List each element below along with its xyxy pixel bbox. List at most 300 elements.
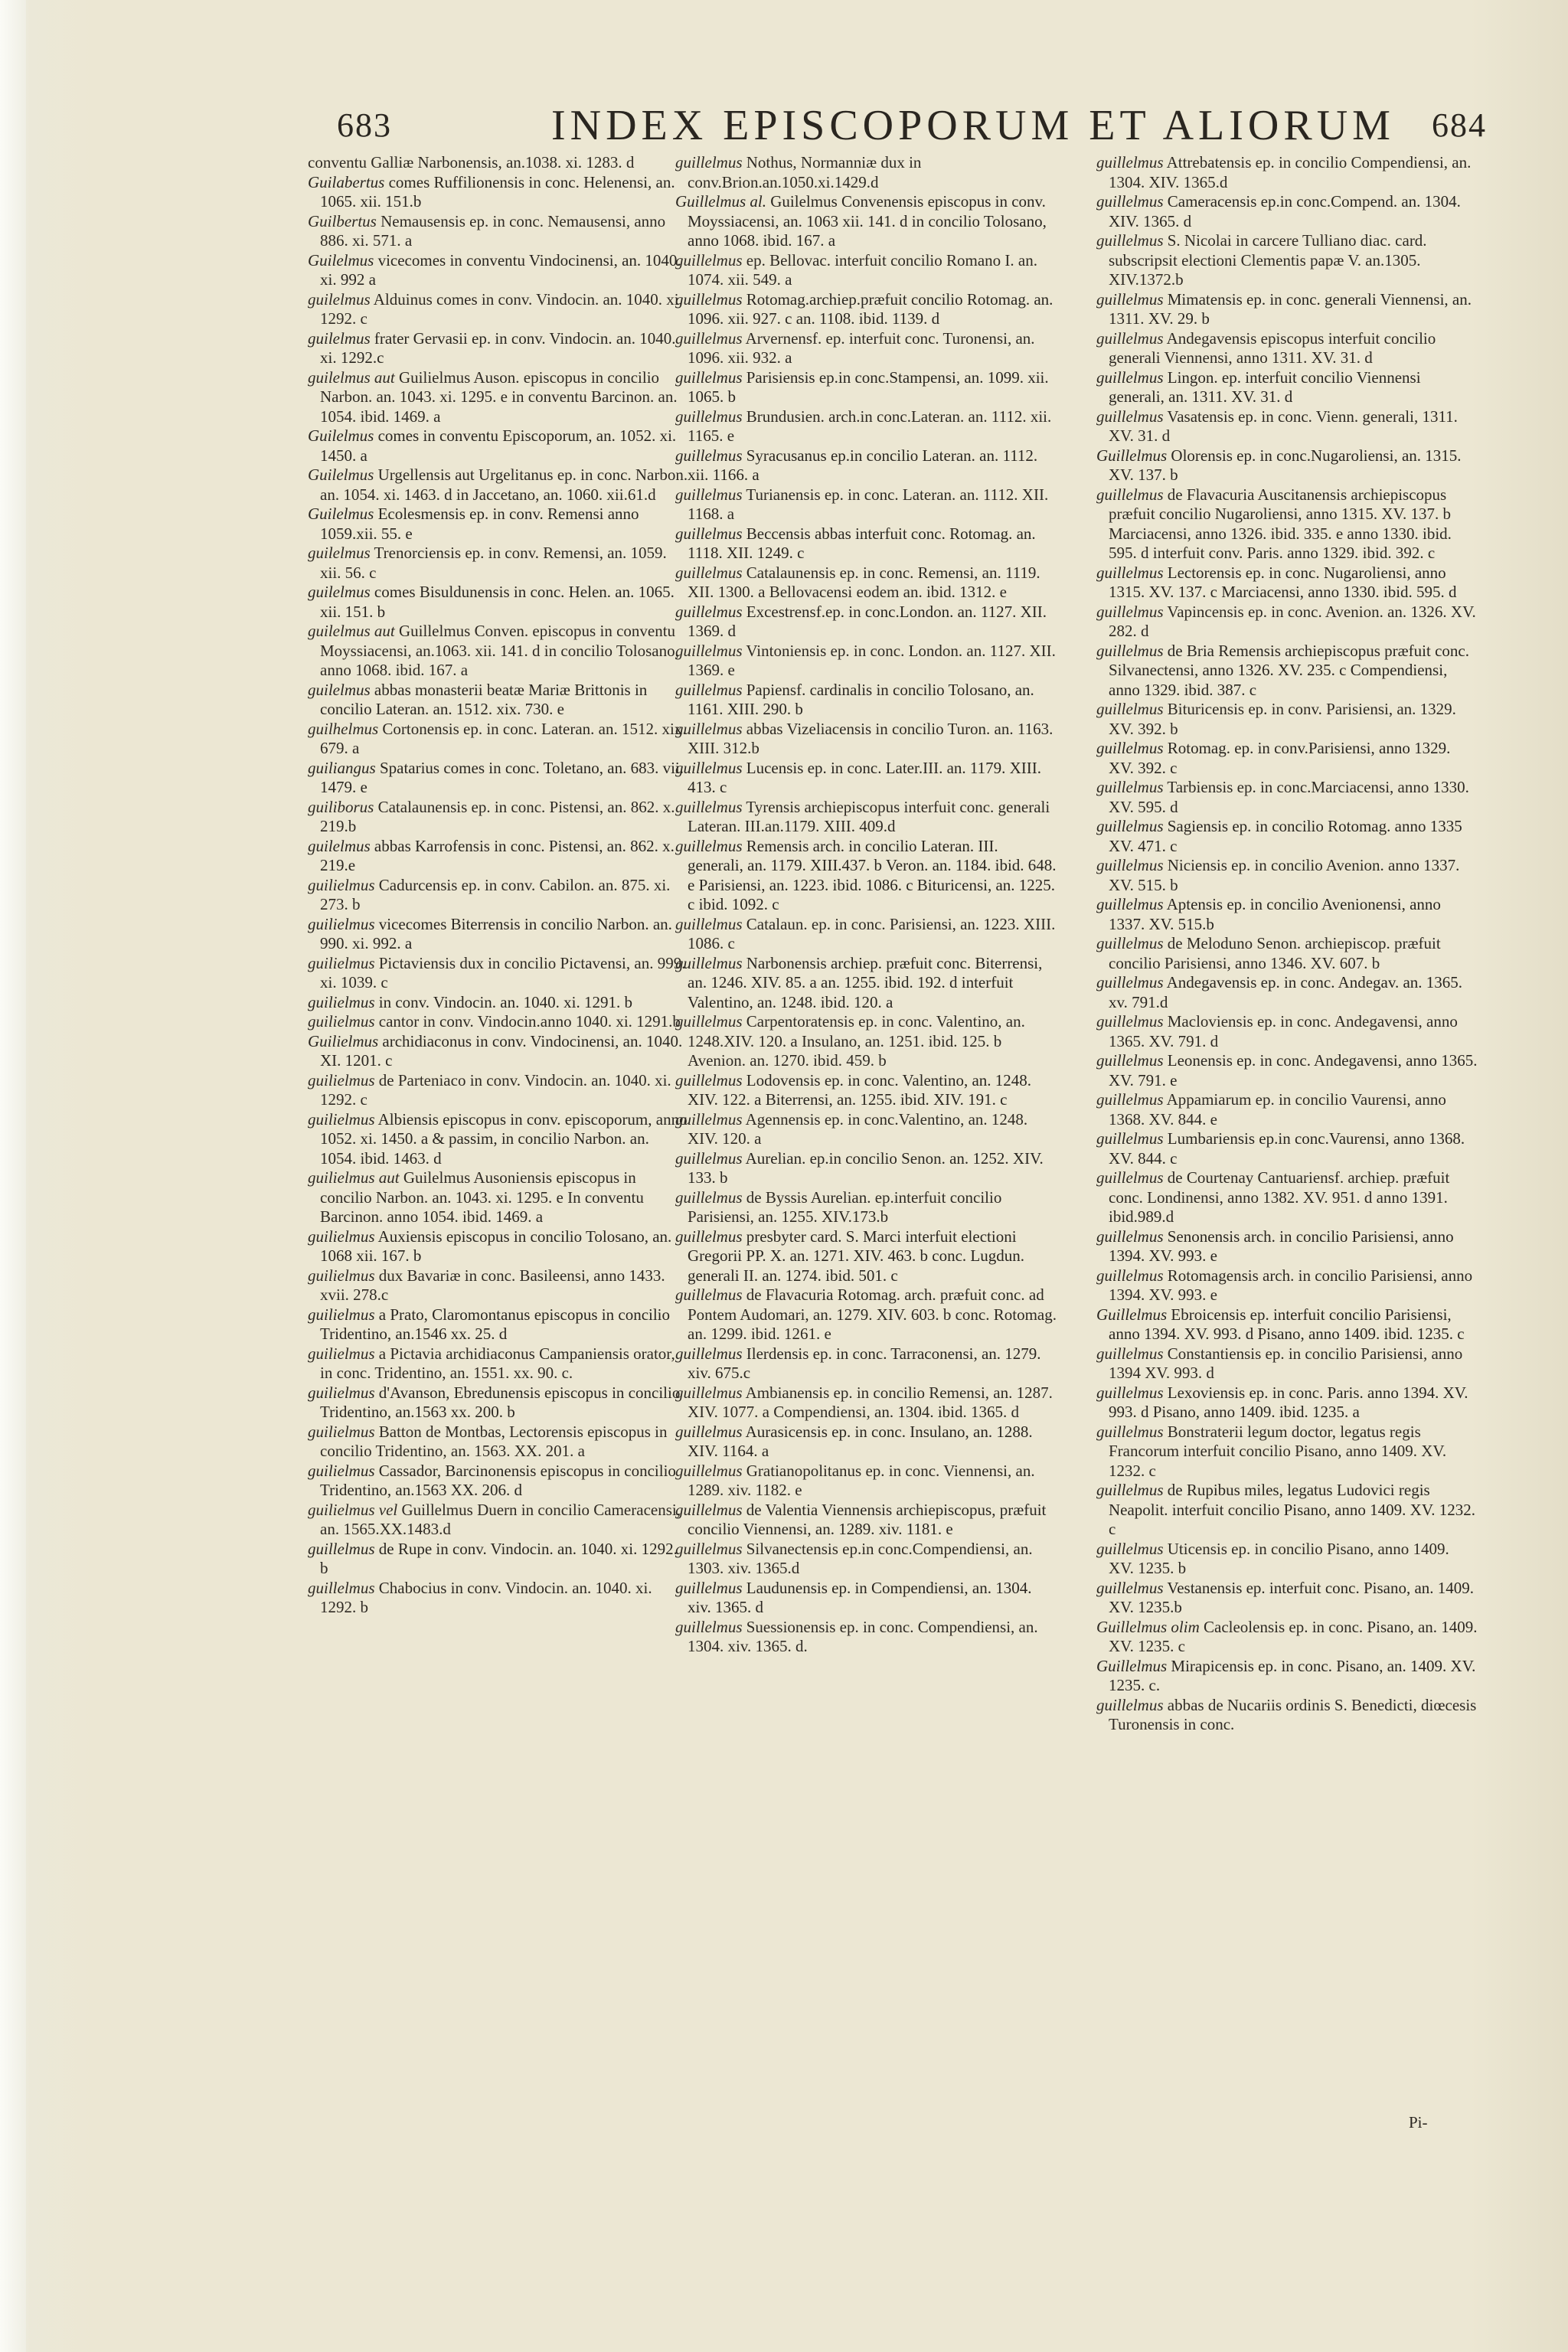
entry-name: guillelmus xyxy=(1096,1090,1164,1109)
entry-text: Chabocius in conv. Vindocin. an. 1040. xi. 1292. b xyxy=(320,1578,652,1616)
entry-name: guilelmus xyxy=(308,544,371,562)
entry-text: Gratianopolitanus ep. in conc. Viennensi, an. 1289. xiv. 1182. e xyxy=(688,1461,1035,1499)
entry-text: Beccensis abbas interfuit conc. Rotomag. an. 1118. XII. 1249. c xyxy=(688,524,1036,562)
entry-name: Guilelmus xyxy=(308,250,374,270)
entry-name: guillelmus xyxy=(675,602,743,621)
page-gutter xyxy=(0,0,26,2352)
entry-text: Albiensis episcopus in conv. episcoporum, anno 1052. xi. 1450. a & passim, in concilio Narbon. an. 1054. ibid. 1463. d xyxy=(320,1109,688,1168)
entry-name: guillelmus xyxy=(1096,485,1164,504)
entry-text: de Parteniaco in conv. Vindocin. an. 1040. xi. 1292. c xyxy=(320,1070,671,1109)
entry-name: guilhelmus xyxy=(308,719,379,738)
entry-text: Catalaun. ep. in conc. Parisiensi, an. 1223. XIII. 1086. c xyxy=(688,914,1056,952)
entry-text: d'Avanson, Ebredunensis episcopus in concilio Tridentino, an.1563 xx. 200. b xyxy=(320,1383,681,1421)
entry-name: Guillelmus xyxy=(1096,446,1168,465)
index-entry xyxy=(306,1012,689,1032)
index-entry xyxy=(306,153,689,173)
index-entry xyxy=(1095,1305,1478,1344)
index-entry xyxy=(674,1344,1057,1383)
entry-name: guillelmus xyxy=(1096,1481,1164,1499)
entry-name: guiliangus xyxy=(308,758,376,777)
entry-text: Aurelian. ep.in concilio Senon. an. 1252. XIV. 133. b xyxy=(688,1148,1044,1187)
entry-name: Guilelmus xyxy=(308,466,374,484)
entry-name: guillelmus xyxy=(675,289,743,309)
entry-name: guillelmus xyxy=(675,1461,743,1480)
entry-name: guilielmus aut xyxy=(308,1168,400,1187)
entry-text: Urgellensis aut Urgelitanus ep. in conc. Narbon. an. 1054. xi. 1463. d in Jaccetano, an. 1060. xii.61.d xyxy=(320,466,688,504)
index-entry xyxy=(306,1305,689,1344)
index-entry xyxy=(674,759,1057,798)
entry-name: guilielmus xyxy=(308,953,375,972)
entry-text: Macloviensis ep. in conc. Andegavensi, anno 1365. XV. 791. d xyxy=(1109,1012,1458,1050)
entry-name: guillelmus xyxy=(675,524,743,543)
index-entry xyxy=(306,290,689,329)
entry-name: guillelmus xyxy=(675,1500,743,1519)
entry-name: guillelmus xyxy=(1096,153,1164,172)
entry-text: Tyrensis archiepiscopus interfuit conc. generali Lateran. III.an.1179. XIII. 409.d xyxy=(688,797,1050,835)
entry-name: Guilelmus xyxy=(308,505,374,523)
entry-text: Agennensis ep. in conc.Valentino, an. 1248. XIV. 120. a xyxy=(688,1109,1028,1148)
index-entry xyxy=(1095,290,1478,329)
entry-name: guillelmus xyxy=(675,719,743,738)
entry-name: guillelmus xyxy=(675,1070,743,1089)
index-entry xyxy=(306,1266,689,1305)
entry-text: Rotomagensis arch. in concilio Parisiensi, anno 1394. XV. 993. e xyxy=(1109,1266,1473,1304)
index-entry xyxy=(306,622,689,681)
entry-text: Aurasicensis ep. in conc. Insulano, an. 1288. XIV. 1164. a xyxy=(688,1422,1033,1460)
index-entry xyxy=(306,583,689,622)
entry-name: guillelmus xyxy=(1096,1383,1164,1402)
index-entry xyxy=(306,1344,689,1383)
entry-text: a Prato, Claromontanus episcopus in concilio Tridentino, an.1546 xx. 25. d xyxy=(320,1305,671,1343)
index-entry xyxy=(1095,895,1478,934)
entry-text: Andegavensis ep. in conc. Andegav. an. 1365. xv. 791.d xyxy=(1109,973,1463,1011)
entry-text: Sagiensis ep. in concilio Rotomag. anno 1335 XV. 471. c xyxy=(1109,817,1462,855)
entry-name: guilielmus xyxy=(308,1383,375,1402)
entry-text: Bonstraterii legum doctor, legatus regis Francorum interfuit concilio Pisano, anno 1409. XV. 1232. c xyxy=(1109,1422,1447,1480)
entry-name: guillelmus xyxy=(308,1578,375,1597)
entry-name: guilielmus xyxy=(308,1266,375,1285)
entry-name: guillelmus xyxy=(1096,602,1164,621)
entry-name: guillelmus xyxy=(675,368,743,387)
entry-text: abbas de Nucariis ordinis S. Benedicti, diœcesis Turonensis in conc. xyxy=(1109,1695,1477,1733)
index-entry xyxy=(674,329,1057,368)
entry-name: guillelmus xyxy=(675,1285,743,1304)
entry-name: Guillelmus xyxy=(1096,1656,1168,1675)
index-entry xyxy=(306,1462,689,1501)
entry-name: guillelmus xyxy=(1096,1012,1164,1031)
entry-name: guillelmus xyxy=(675,1539,743,1558)
index-entry xyxy=(1095,817,1478,856)
entry-text: Cadurcensis ep. in conv. Cabilon. an. 875. xi. 273. b xyxy=(320,875,671,913)
entry-text: de Bria Remensis archiepiscopus præfuit conc. Silvanectensi, anno 1326. XV. 235. c Compendiensi, anno 1329. ibid. 387. c xyxy=(1109,641,1469,699)
entry-text: Trenorciensis ep. in conv. Remensi, an. 1059. xii. 56. c xyxy=(320,544,667,582)
index-entry xyxy=(1095,778,1478,817)
index-entry xyxy=(674,564,1057,603)
index-entry xyxy=(674,837,1057,915)
entry-name: guillelmus xyxy=(675,1012,743,1031)
entry-text: Narbonensis archiep. præfuit conc. Biterrensi, an. 1246. XIV. 85. a an. 1255. ibid. 192. d interfuit Valentino, an. 1248. ibid. 120. a xyxy=(688,953,1043,1011)
entry-text: Nothus, Normanniæ dux in conv.Brion.an.1050.xi.1429.d xyxy=(688,153,922,191)
entry-name: guilielmus xyxy=(308,1012,375,1031)
entry-name: guilielmus vel xyxy=(308,1500,398,1519)
entry-text: Remensis arch. in concilio Lateran. III. generali, an. 1179. XIII.437. b Veron. an. 1184. ibid. 648. e Parisiensi, an. 1223. ibid. 1086. c Bituricensi, an. 1225. c ibid. 1092. c xyxy=(688,836,1057,913)
entry-text: comes Bisuldunensis in conc. Helen. an. 1065. xii. 151. b xyxy=(320,583,675,621)
index-entry xyxy=(674,720,1057,759)
index-entry xyxy=(674,1423,1057,1462)
entry-name: guillelmus xyxy=(1096,1695,1164,1714)
page-number-right: 684 xyxy=(1432,106,1487,144)
index-entry xyxy=(306,837,689,876)
entry-text: Lexoviensis ep. in conc. Paris. anno 1394. XV. 993. d Pisano, anno 1409. ibid. 1235. a xyxy=(1109,1383,1468,1421)
index-entry xyxy=(1095,564,1478,603)
entry-text: de Rupe in conv. Vindocin. an. 1040. xi. 1292. b xyxy=(320,1539,678,1577)
entry-name: guilelmus xyxy=(308,583,371,601)
index-entry xyxy=(674,681,1057,720)
index-entry xyxy=(1095,446,1478,485)
index-entry xyxy=(1095,739,1478,778)
entry-name: guillelmus xyxy=(675,914,743,933)
entry-text: Tarbiensis ep. in conc.Marciacensi, anno 1330. XV. 595. d xyxy=(1109,778,1469,816)
index-entry xyxy=(674,642,1057,681)
entry-name: guilelmus xyxy=(308,328,371,348)
entry-text: Batton de Montbas, Lectorensis episcopus in concilio Tridentino, an. 1563. XX. 201. a xyxy=(320,1422,668,1460)
index-entry xyxy=(1095,1696,1478,1735)
entry-name: guilielmus xyxy=(308,1070,375,1089)
entry-text: Cacleolensis ep. in conc. Pisano, an. 1409. XV. 1235. c xyxy=(1109,1617,1478,1655)
index-column-1 xyxy=(306,153,689,2236)
entry-name: Guilielmus xyxy=(308,1031,379,1050)
index-entry xyxy=(306,1579,689,1618)
index-entry xyxy=(306,681,689,720)
entry-name: Guillelmus al. xyxy=(675,192,766,211)
entry-text: Appamiarum ep. in concilio Vaurensi, anno 1368. XV. 844. e xyxy=(1109,1090,1446,1129)
index-entry xyxy=(306,544,689,583)
entry-text: comes in conventu Episcoporum, an. 1052. xi. 1450. a xyxy=(320,426,677,465)
index-entry xyxy=(306,1383,689,1423)
entry-name: guillelmus xyxy=(1096,1539,1164,1558)
entry-name: guilelmus xyxy=(308,289,371,309)
index-entry xyxy=(306,173,689,212)
index-entry xyxy=(306,1540,689,1579)
entry-text: Excestrensf.ep. in conc.London. an. 1127. XII. 1369. d xyxy=(688,602,1047,640)
entry-text: Papiensf. cardinalis in concilio Tolosano, an. 1161. XIII. 290. b xyxy=(688,680,1034,718)
index-entry xyxy=(674,1110,1057,1149)
entry-text: Guillelmus Duern in concilio Cameracensi, an. 1565.XX.1483.d xyxy=(320,1500,681,1538)
entry-text: Catalaunensis ep. in conc. Remensi, an. 1119. XII. 1300. a Bellovacensi eodem an. ibid. 1312. e xyxy=(688,563,1040,601)
entry-text: de Meloduno Senon. archiepiscop. præfuit concilio Parisiensi, anno 1346. XV. 607. b xyxy=(1109,934,1441,972)
index-entry xyxy=(1095,192,1478,231)
entry-text: Ambianensis ep. in concilio Remensi, an. 1287. XIV. 1077. a Compendiensi, an. 1304. ibid. 1365. d xyxy=(688,1383,1053,1421)
entry-name: guillelmus xyxy=(675,836,743,855)
entry-text: Niciensis ep. in concilio Avenion. anno 1337. XV. 515. b xyxy=(1109,856,1460,894)
entry-name: guillelmus xyxy=(675,485,743,504)
index-entry xyxy=(674,192,1057,251)
entry-name: guillelmus xyxy=(675,641,743,660)
index-entry xyxy=(674,603,1057,642)
entry-name: guillelmus xyxy=(1096,231,1164,250)
entry-name: guillelmus xyxy=(675,446,743,465)
entry-text: Olorensis ep. in conc.Nugaroliensi, an. 1315. XV. 137. b xyxy=(1109,446,1462,484)
entry-text: Nemausensis ep. in conc. Nemausensi, anno 886. xi. 571. a xyxy=(320,211,666,250)
entry-text: Guilelmus Ausoniensis episcopus in concilio Narbon. an. 1043. xi. 1295. e In conventu Barcinon. anno 1054. ibid. 1469. a xyxy=(320,1168,644,1226)
entry-text: Lucensis ep. in conc. Later.III. an. 1179. XIII. 413. c xyxy=(688,758,1041,796)
index-entry xyxy=(306,759,689,798)
index-entry xyxy=(306,915,689,954)
entry-text: Lumbariensis ep.in conc.Vaurensi, anno 1368. XV. 844. c xyxy=(1109,1129,1465,1168)
index-entry xyxy=(1095,1383,1478,1423)
index-entry xyxy=(1095,642,1478,701)
entry-name: guillelmus xyxy=(675,328,743,348)
index-entry xyxy=(306,505,689,544)
index-entry xyxy=(1095,700,1478,739)
entry-text: Arvernensf. ep. interfuit conc. Turonensi, an. 1096. xii. 932. a xyxy=(688,328,1035,367)
index-entry xyxy=(1095,1266,1478,1305)
entry-name: guillelmus xyxy=(675,1109,743,1129)
entry-text: de Flavacuria Rotomag. arch. præfuit conc. ad Pontem Audomari, an. 1279. XIV. 603. b conc. Rotomag. an. 1299. ibid. 1261. e xyxy=(688,1285,1057,1343)
entry-name: guillelmus xyxy=(1096,368,1164,387)
index-entry xyxy=(1095,934,1478,973)
entry-text: Spatarius comes in conc. Toletano, an. 683. vii. 1479. e xyxy=(320,758,684,796)
index-entry xyxy=(674,1012,1057,1071)
entry-name: guillelmus xyxy=(675,563,743,582)
entry-name: guillelmus xyxy=(675,797,743,816)
index-entry xyxy=(674,1618,1057,1657)
entry-name: guilielmus xyxy=(308,914,375,933)
index-entry xyxy=(1095,1481,1478,1540)
entry-name: guillelmus xyxy=(1096,778,1164,796)
index-entry xyxy=(674,1462,1057,1501)
entry-text: Laudunensis ep. in Compendiensi, an. 1304. xiv. 1365. d xyxy=(688,1578,1032,1616)
entry-name: guillelmus xyxy=(1096,973,1164,991)
entry-name: guillelmus xyxy=(1096,1227,1164,1246)
index-entry xyxy=(1095,856,1478,895)
index-entry xyxy=(1095,231,1478,290)
entry-text: Senonensis arch. in concilio Parisiensi, anno 1394. XV. 993. e xyxy=(1109,1227,1454,1265)
entry-name: guilielmus xyxy=(308,1344,375,1363)
entry-text: Rotomag.archiep.præfuit concilio Rotomag. an. 1096. xii. 927. c an. 1108. ibid. 1139. d xyxy=(688,289,1054,328)
index-entry xyxy=(1095,1227,1478,1266)
index-entry xyxy=(674,524,1057,564)
entry-name: guillelmus xyxy=(1096,328,1164,348)
entry-text: Aptensis ep. in concilio Avenionensi, anno 1337. XV. 515.b xyxy=(1109,895,1441,933)
index-column-2 xyxy=(674,153,1057,2236)
entry-name: guillelmus xyxy=(1096,1578,1164,1597)
entry-text: Ilerdensis ep. in conc. Tarraconensi, an. 1279. xiv. 675.c xyxy=(688,1344,1041,1382)
entry-name: guilielmus xyxy=(308,1422,375,1441)
entry-name: guillelmus xyxy=(1096,895,1164,913)
index-entry xyxy=(674,485,1057,524)
index-entry xyxy=(306,1227,689,1266)
entry-text: Syracusanus ep.in concilio Lateran. an. 1112. xii. 1166. a xyxy=(688,446,1038,484)
index-entry xyxy=(306,876,689,915)
index-entry xyxy=(674,915,1057,954)
entry-name: guillelmus xyxy=(675,1148,743,1168)
entry-name: guilielmus xyxy=(308,875,375,894)
entry-text: de Flavacuria Auscitanensis archiepiscopus præfuit concilio Nugaroliensi, anno 1315. XV. 137. b Marciacensi, anno 1326. ibid. 335. e anno 1330. ibid. 595. d interfuit conv. Paris. anno 1329. ibid. 392. c xyxy=(1109,485,1452,562)
page-number-left: 683 xyxy=(337,106,392,144)
entry-text: Silvanectensis ep.in conc.Compendiensi, an. 1303. xiv. 1365.d xyxy=(688,1539,1033,1577)
index-entry xyxy=(674,251,1057,290)
index-entry xyxy=(1095,329,1478,368)
index-entry xyxy=(306,720,689,759)
entry-text: Lodovensis ep. in conc. Valentino, an. 1248. XIV. 122. a Biterrensi, an. 1255. ibid. XIV. 191. c xyxy=(688,1070,1032,1109)
entry-name: guillelmus xyxy=(1096,1129,1164,1148)
entry-name: guillelmus xyxy=(675,1344,743,1363)
index-entry xyxy=(1095,368,1478,407)
index-entry xyxy=(674,1227,1057,1286)
index-entry xyxy=(674,153,1057,192)
entry-name: guilielmus xyxy=(308,1227,375,1246)
entry-text: S. Nicolai in carcere Tulliano diac. card. subscripsit electioni Clementis papæ V. an.1305. XIV.1372.b xyxy=(1109,231,1427,289)
entry-text: in conv. Vindocin. an. 1040. xi. 1291. b xyxy=(378,992,632,1011)
index-entry xyxy=(1095,1618,1478,1657)
entry-name: guillelmus xyxy=(1096,289,1164,309)
entry-text: conventu Galliæ Narbonensis, an.1038. xi. 1283. d xyxy=(308,153,635,172)
entry-text: cantor in conv. Vindocin.anno 1040. xi. 1291.b xyxy=(378,1012,681,1031)
entry-text: Vapincensis ep. in conc. Avenion. an. 1326. XV. 282. d xyxy=(1109,602,1476,640)
entry-text: abbas Karrofensis in conc. Pistensi, an. 862. x. 219.e xyxy=(320,836,675,874)
catchword: Pi- xyxy=(1409,2113,1428,2132)
entry-text: vicecomes in conventu Vindocinensi, an. 1040. xi. 992 a xyxy=(320,250,681,289)
index-entry xyxy=(1095,485,1478,564)
index-entry xyxy=(1095,1344,1478,1383)
entry-text: Alduinus comes in conv. Vindocin. an. 1040. xi. 1292. c xyxy=(320,289,683,328)
index-entry xyxy=(306,993,689,1013)
entry-text: vicecomes Biterrensis in concilio Narbon. an. 990. xi. 992. a xyxy=(320,914,672,952)
entry-name: guilielmus xyxy=(308,992,375,1011)
entry-text: Cortonensis ep. in conc. Lateran. an. 1512. xix. 679. a xyxy=(320,719,687,757)
entry-text: Bituricensis ep. in conv. Parisiensi, an. 1329. XV. 392. b xyxy=(1109,700,1456,738)
index-entry xyxy=(1095,1423,1478,1481)
entry-text: Leonensis ep. in conc. Andegavensi, anno 1365. XV. 791. e xyxy=(1109,1051,1478,1089)
entry-text: Guilelmus Convenensis episcopus in conv. Moyssiacensi, an. 1063 xii. 141. d in concilio Tolosano, anno 1068. ibid. 167. a xyxy=(688,192,1047,250)
entry-name: guilielmus xyxy=(308,1305,375,1324)
entry-text: Vestanensis ep. interfuit conc. Pisano, an. 1409. XV. 1235.b xyxy=(1109,1578,1475,1616)
entry-text: Constantiensis ep. in concilio Parisiensi, anno 1394 XV. 993. d xyxy=(1109,1344,1463,1382)
entry-name: guillelmus xyxy=(675,1578,743,1597)
index-entry xyxy=(306,466,689,505)
entry-name: guillelmus xyxy=(1096,407,1164,426)
index-entry xyxy=(1095,1579,1478,1618)
entry-name: guillelmus xyxy=(1096,739,1164,757)
index-entry xyxy=(674,798,1057,837)
entry-name: guillelmus xyxy=(1096,700,1164,718)
entry-text: Parisiensis ep.in conc.Stampensi, an. 1099. xii. 1065. b xyxy=(688,368,1049,406)
entry-name: guilielmus xyxy=(308,1109,375,1129)
entry-text: frater Gervasii ep. in conv. Vindocin. an. 1040. xi. 1292.c xyxy=(320,328,676,367)
entry-text: Lingon. ep. interfuit concilio Viennensi generali, an. 1311. XV. 31. d xyxy=(1109,368,1421,406)
index-entry xyxy=(674,1285,1057,1344)
index-entry xyxy=(306,1071,689,1110)
index-entry xyxy=(306,1110,689,1169)
entry-name: guillelmus xyxy=(675,953,743,972)
entry-name: guillelmus xyxy=(675,153,743,172)
entry-text: a Pictavia archidiaconus Campaniensis orator, in conc. Tridentino, an. 1551. xx. 90. c. xyxy=(320,1344,675,1382)
entry-text: Cameracensis ep.in conc.Compend. an. 1304. XIV. 1365. d xyxy=(1109,192,1461,230)
index-entry xyxy=(1095,153,1478,192)
entry-name: guillelmus xyxy=(675,250,743,270)
index-entry xyxy=(1095,973,1478,1012)
entry-text: de Valentia Viennensis archiepiscopus, præfuit concilio Viennensi, an. 1289. xiv. 1181. e xyxy=(688,1500,1047,1538)
entry-name: guillelmus xyxy=(675,1617,743,1636)
index-entry xyxy=(674,954,1057,1013)
entry-text: de Rupibus miles, legatus Ludovici regis Neapolit. interfuit concilio Pisano, anno 1409. XV. 1232. c xyxy=(1109,1481,1476,1538)
index-entry xyxy=(306,1423,689,1462)
entry-name: guillelmus xyxy=(308,1539,375,1558)
index-entry xyxy=(674,1540,1057,1579)
entry-name: guillelmus xyxy=(675,1422,743,1441)
index-entry xyxy=(674,1501,1057,1540)
entry-text: Guillelmus Conven. episcopus in conventu Moyssiacensi, an.1063. xii. 141. d in concilio Tolosano, anno 1068. ibid. 167. a xyxy=(320,622,679,679)
entry-text: abbas monasterii beatæ Mariæ Brittonis in concilio Lateran. an. 1512. xix. 730. e xyxy=(320,680,648,718)
entry-text: Guilielmus Auson. episcopus in concilio Narbon. an. 1043. xi. 1295. e in conventu Barcinon. an. 1054. ibid. 1469. a xyxy=(320,368,678,426)
entry-text: Mirapicensis ep. in conc. Pisano, an. 1409. XV. 1235. c. xyxy=(1109,1656,1476,1694)
index-entry xyxy=(306,954,689,993)
entry-text: de Byssis Aurelian. ep.interfuit concilio Parisiensi, an. 1255. XIV.173.b xyxy=(688,1187,1002,1226)
entry-name: guillelmus xyxy=(675,680,743,699)
entry-text: Rotomag. ep. in conv.Parisiensi, anno 1329. XV. 392. c xyxy=(1109,739,1451,777)
index-column-3 xyxy=(1095,153,1478,2236)
entry-name: Guilelmus xyxy=(308,426,374,445)
entry-name: guillelmus xyxy=(675,1383,743,1402)
entry-text: Mimatensis ep. in conc. generali Viennensi, an. 1311. XV. 29. b xyxy=(1109,289,1472,328)
index-entry xyxy=(674,1188,1057,1227)
index-entry xyxy=(674,290,1057,329)
entry-text: dux Bavariæ in conc. Basileensi, anno 1433. xvii. 278.c xyxy=(320,1266,665,1304)
index-entry xyxy=(1095,1051,1478,1090)
entry-name: guillelmus xyxy=(1096,1266,1164,1285)
index-entry xyxy=(306,368,689,427)
index-entry xyxy=(674,368,1057,407)
entry-text: archidiaconus in conv. Vindocinensi, an. 1040. XI. 1201. c xyxy=(320,1031,683,1070)
entry-name: guillelmus xyxy=(1096,817,1164,835)
index-entry xyxy=(674,407,1057,446)
index-entry xyxy=(674,1579,1057,1618)
entry-name: guiliborus xyxy=(308,797,374,816)
entry-text: Vasatensis ep. in conc. Vienn. generali, 1311. XV. 31. d xyxy=(1109,407,1458,445)
entry-text: Pictaviensis dux in concilio Pictavensi, an. 999. xi. 1039. c xyxy=(320,953,686,991)
entry-text: abbas Vizeliacensis in concilio Turon. an. 1163. XIII. 312.b xyxy=(688,719,1054,757)
entry-text: Ebroicensis ep. interfuit concilio Parisiensi, anno 1394. XV. 993. d Pisano, anno 1409. ibid. 1235. c xyxy=(1109,1305,1465,1343)
entry-name: guilelmus xyxy=(308,680,371,699)
index-entry xyxy=(1095,603,1478,642)
index-entry xyxy=(306,426,689,466)
index-entry xyxy=(1095,1012,1478,1051)
entry-name: guilielmus xyxy=(308,1461,375,1480)
index-entry xyxy=(1095,407,1478,446)
entry-text: Attrebatensis ep. in concilio Compendiensi, an. 1304. XIV. 1365.d xyxy=(1109,153,1472,191)
entry-text: Auxiensis episcopus in concilio Tolosano, an. 1068 xii. 167. b xyxy=(320,1227,672,1265)
index-entry xyxy=(306,798,689,837)
index-entry xyxy=(674,1383,1057,1423)
entry-text: Andegavensis episcopus interfuit concilio generali Viennensi, anno 1311. XV. 31. d xyxy=(1109,328,1436,367)
page-title: INDEX EPISCOPORUM ET ALIORUM xyxy=(551,102,1395,149)
index-entry xyxy=(674,446,1057,485)
index-entry xyxy=(674,1071,1057,1110)
entry-text: de Courtenay Cantuariensf. archiep. præfuit conc. Londinensi, anno 1382. XV. 951. d anno 1391. ibid.989.d xyxy=(1109,1168,1450,1226)
entry-name: Guilabertus xyxy=(308,172,385,191)
entry-text: Brundusien. arch.in conc.Lateran. an. 1112. xii. 1165. e xyxy=(688,407,1052,445)
entry-text: Cassador, Barcinonensis episcopus in concilio Tridentino, an.1563 XX. 206. d xyxy=(320,1461,676,1499)
entry-name: guillelmus xyxy=(1096,856,1164,874)
entry-name: guillelmus xyxy=(1096,1422,1164,1441)
index-entry xyxy=(306,329,689,368)
entry-text: Suessionensis ep. in conc. Compendiensi, an. 1304. xiv. 1365. d. xyxy=(688,1617,1038,1655)
index-entry xyxy=(1095,1540,1478,1579)
entry-name: guilelmus aut xyxy=(308,368,395,387)
entry-text: comes Ruffilionensis in conc. Helenensi, an. 1065. xii. 151.b xyxy=(320,172,675,211)
entry-name: guillelmus xyxy=(675,1227,743,1246)
